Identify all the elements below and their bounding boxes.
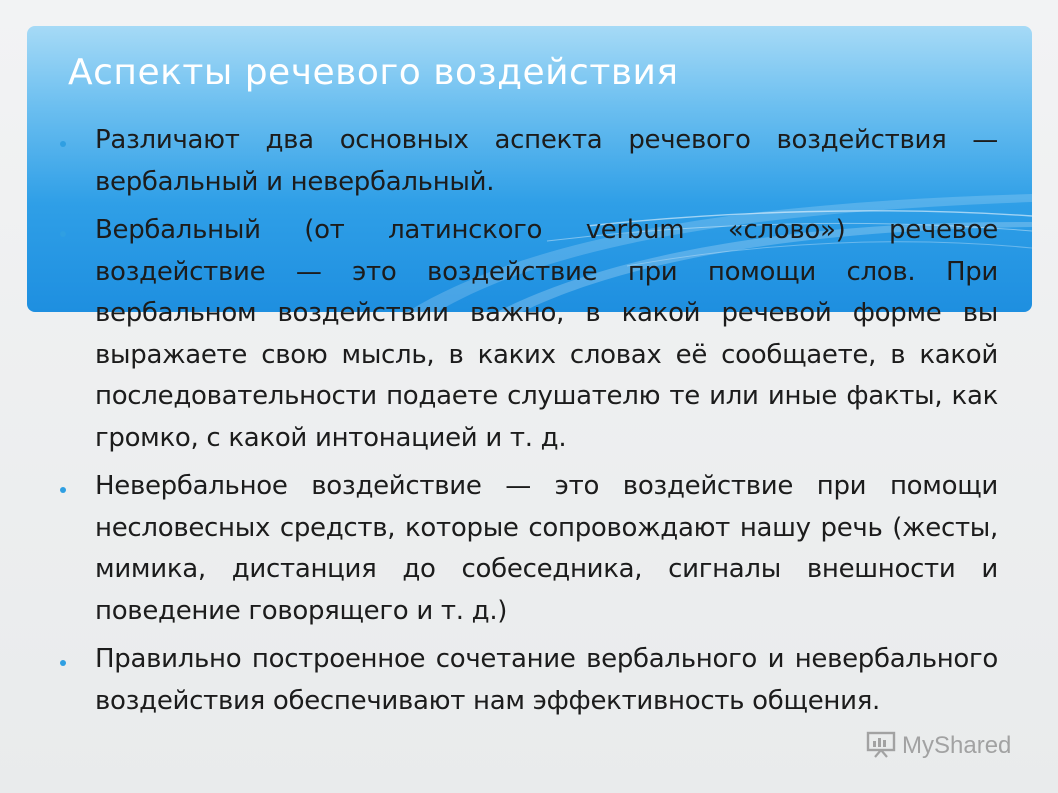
watermark-text: MyShared (902, 732, 1012, 759)
bullet-icon (60, 231, 66, 237)
bullet-list (60, 120, 998, 729)
slide-title: Аспекты речевого воздействия (68, 52, 679, 93)
bullet-icon (60, 660, 66, 666)
list-item (60, 120, 998, 203)
bullet-text: Различают два основных аспекта речевого воздействия — вербальный и невербальный. (95, 125, 998, 197)
bullet-text: Правильно построенное сочетание вербального и невербального воздействия обеспечивают нам эффективность общения. (95, 644, 998, 716)
presentation-board-icon (866, 730, 896, 762)
list-item (60, 466, 998, 632)
bullet-icon (60, 487, 66, 493)
bullet-text: Вербальный (от латинского verbum «слово») речевое воздействие — это воздействие при помощи слов. При вербальном воздействии важно, в какой речевой форме вы выражаете свою мысль, в каких словах её сообщаете, в какой последовательности подаете слушателю те или иные факты, как громко, с какой интонацией и т. д. (95, 215, 998, 453)
myshared-watermark (866, 730, 1011, 762)
bullet-icon (60, 141, 66, 147)
bullet-text: Невербальное воздействие — это воздействие при помощи несловесных средств, которые сопровождают нашу речь (жесты, мимика, дистанция до собеседника, сигналы внешности и поведение говорящего и т. д.) (95, 471, 998, 626)
list-item (60, 639, 998, 722)
list-item (60, 210, 998, 459)
